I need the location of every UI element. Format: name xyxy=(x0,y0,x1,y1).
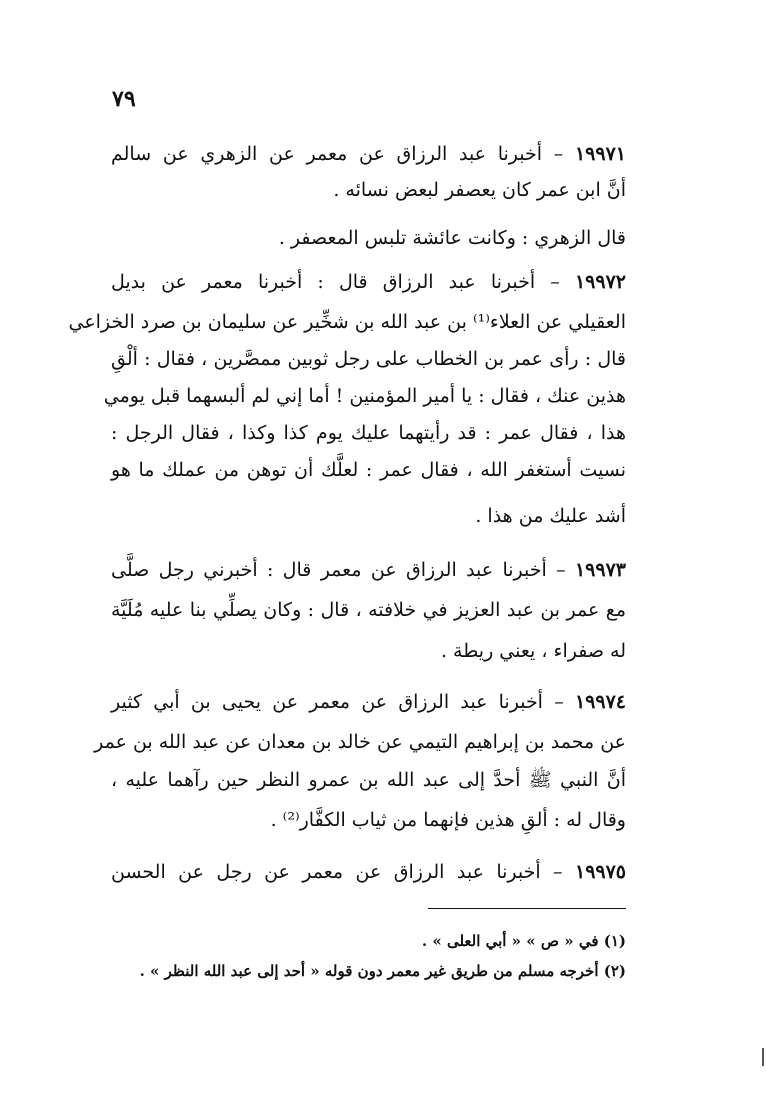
paragraph-19972-line-2: العقيلي عن العلاء⁽¹⁾ بن عبد الله بن شخِّير عن سليمان بن صرد الخزاعي xyxy=(68,311,626,333)
paragraph-19972-line-3: قال : رأى عمر بن الخطاب على رجل ثوبين ممصَّرين ، فقال : ألْقِ xyxy=(111,348,626,370)
zuhri-note: قال الزهري : وكانت عائشة تلبس المعصفر . xyxy=(278,227,626,249)
paragraph-19972-line-1: ١٩٩٧٢ – أخبرنا عبد الرزاق قال : أخبرنا معمر عن بديل xyxy=(111,271,626,293)
footnote-2: (٢) أخرجه مسلم من طريق غير معمر دون قوله « أحد إلى عبد الله النظر » . xyxy=(139,962,626,980)
hadith-number: ١٩٩٧٢ xyxy=(574,271,626,293)
paragraph-19972-line-7: أشد عليك من هذا . xyxy=(475,505,626,527)
page-number: ٧٩ xyxy=(112,86,136,112)
hadith-number: ١٩٩٧٤ xyxy=(574,691,626,713)
hadith-number: ١٩٩٧٣ xyxy=(574,559,626,581)
paragraph-19971-line-2: أنَّ ابن عمر كان يعصفر لبعض نسائه . xyxy=(333,179,626,201)
footnote-divider xyxy=(428,908,626,909)
paragraph-19974-line-4: وقال له : ألقِ هذين فإنهما من ثياب الكفَّار⁽²⁾ . xyxy=(270,809,626,831)
paragraph-19972-line-4: هذين عنك ، فقال : يا أمير المؤمنين ! أما إني لم ألبسهما قبل يومي xyxy=(103,385,626,407)
paragraph-19974-line-3: أنَّ النبي ﷺ أحدَّ إلى عبد الله بن عمرو النظر حين رآهما عليه ، xyxy=(111,769,626,791)
paragraph-19973-line-3: له صفراء ، يعني ريطة . xyxy=(440,640,626,662)
scan-edge-mark xyxy=(762,1048,764,1066)
footnote-1: (١) في « ص » « أبي العلى » . xyxy=(421,932,626,950)
hadith-number: ١٩٩٧١ xyxy=(574,143,626,165)
paragraph-19975-line-1: ١٩٩٧٥ – أخبرنا عبد الرزاق عن معمر عن رجل عن الحسن xyxy=(111,861,627,883)
paragraph-19972-line-6: نسيت أستغفر الله ، فقال عمر : لعلَّك أن توهن من عملك ما هو xyxy=(111,459,626,481)
paragraph-19974-line-1: ١٩٩٧٤ – أخبرنا عبد الرزاق عن معمر عن يحيى بن أبي كثير xyxy=(111,691,626,713)
paragraph-19973-line-1: ١٩٩٧٣ – أخبرنا عبد الرزاق عن معمر قال : أخبرني رجل صلَّى xyxy=(111,559,626,581)
hadith-number: ١٩٩٧٥ xyxy=(574,861,627,883)
paragraph-19974-line-2: عن محمد بن إبراهيم التيمي عن خالد بن معدان عن عبد الله بن عمر xyxy=(94,731,626,753)
paragraph-19972-line-5: هذا ، فقال عمر : قد رأيتهما عليك يوم كذا وكذا ، فقال الرجل : xyxy=(111,422,626,444)
paragraph-19973-line-2: مع عمر بن عبد العزيز في خلافته ، قال : وكان يصلِّي بنا عليه مُلَيَّة xyxy=(111,599,626,621)
paragraph-19971-line-1: ١٩٩٧١ – أخبرنا عبد الرزاق عن معمر عن الزهري عن سالم xyxy=(111,143,626,165)
